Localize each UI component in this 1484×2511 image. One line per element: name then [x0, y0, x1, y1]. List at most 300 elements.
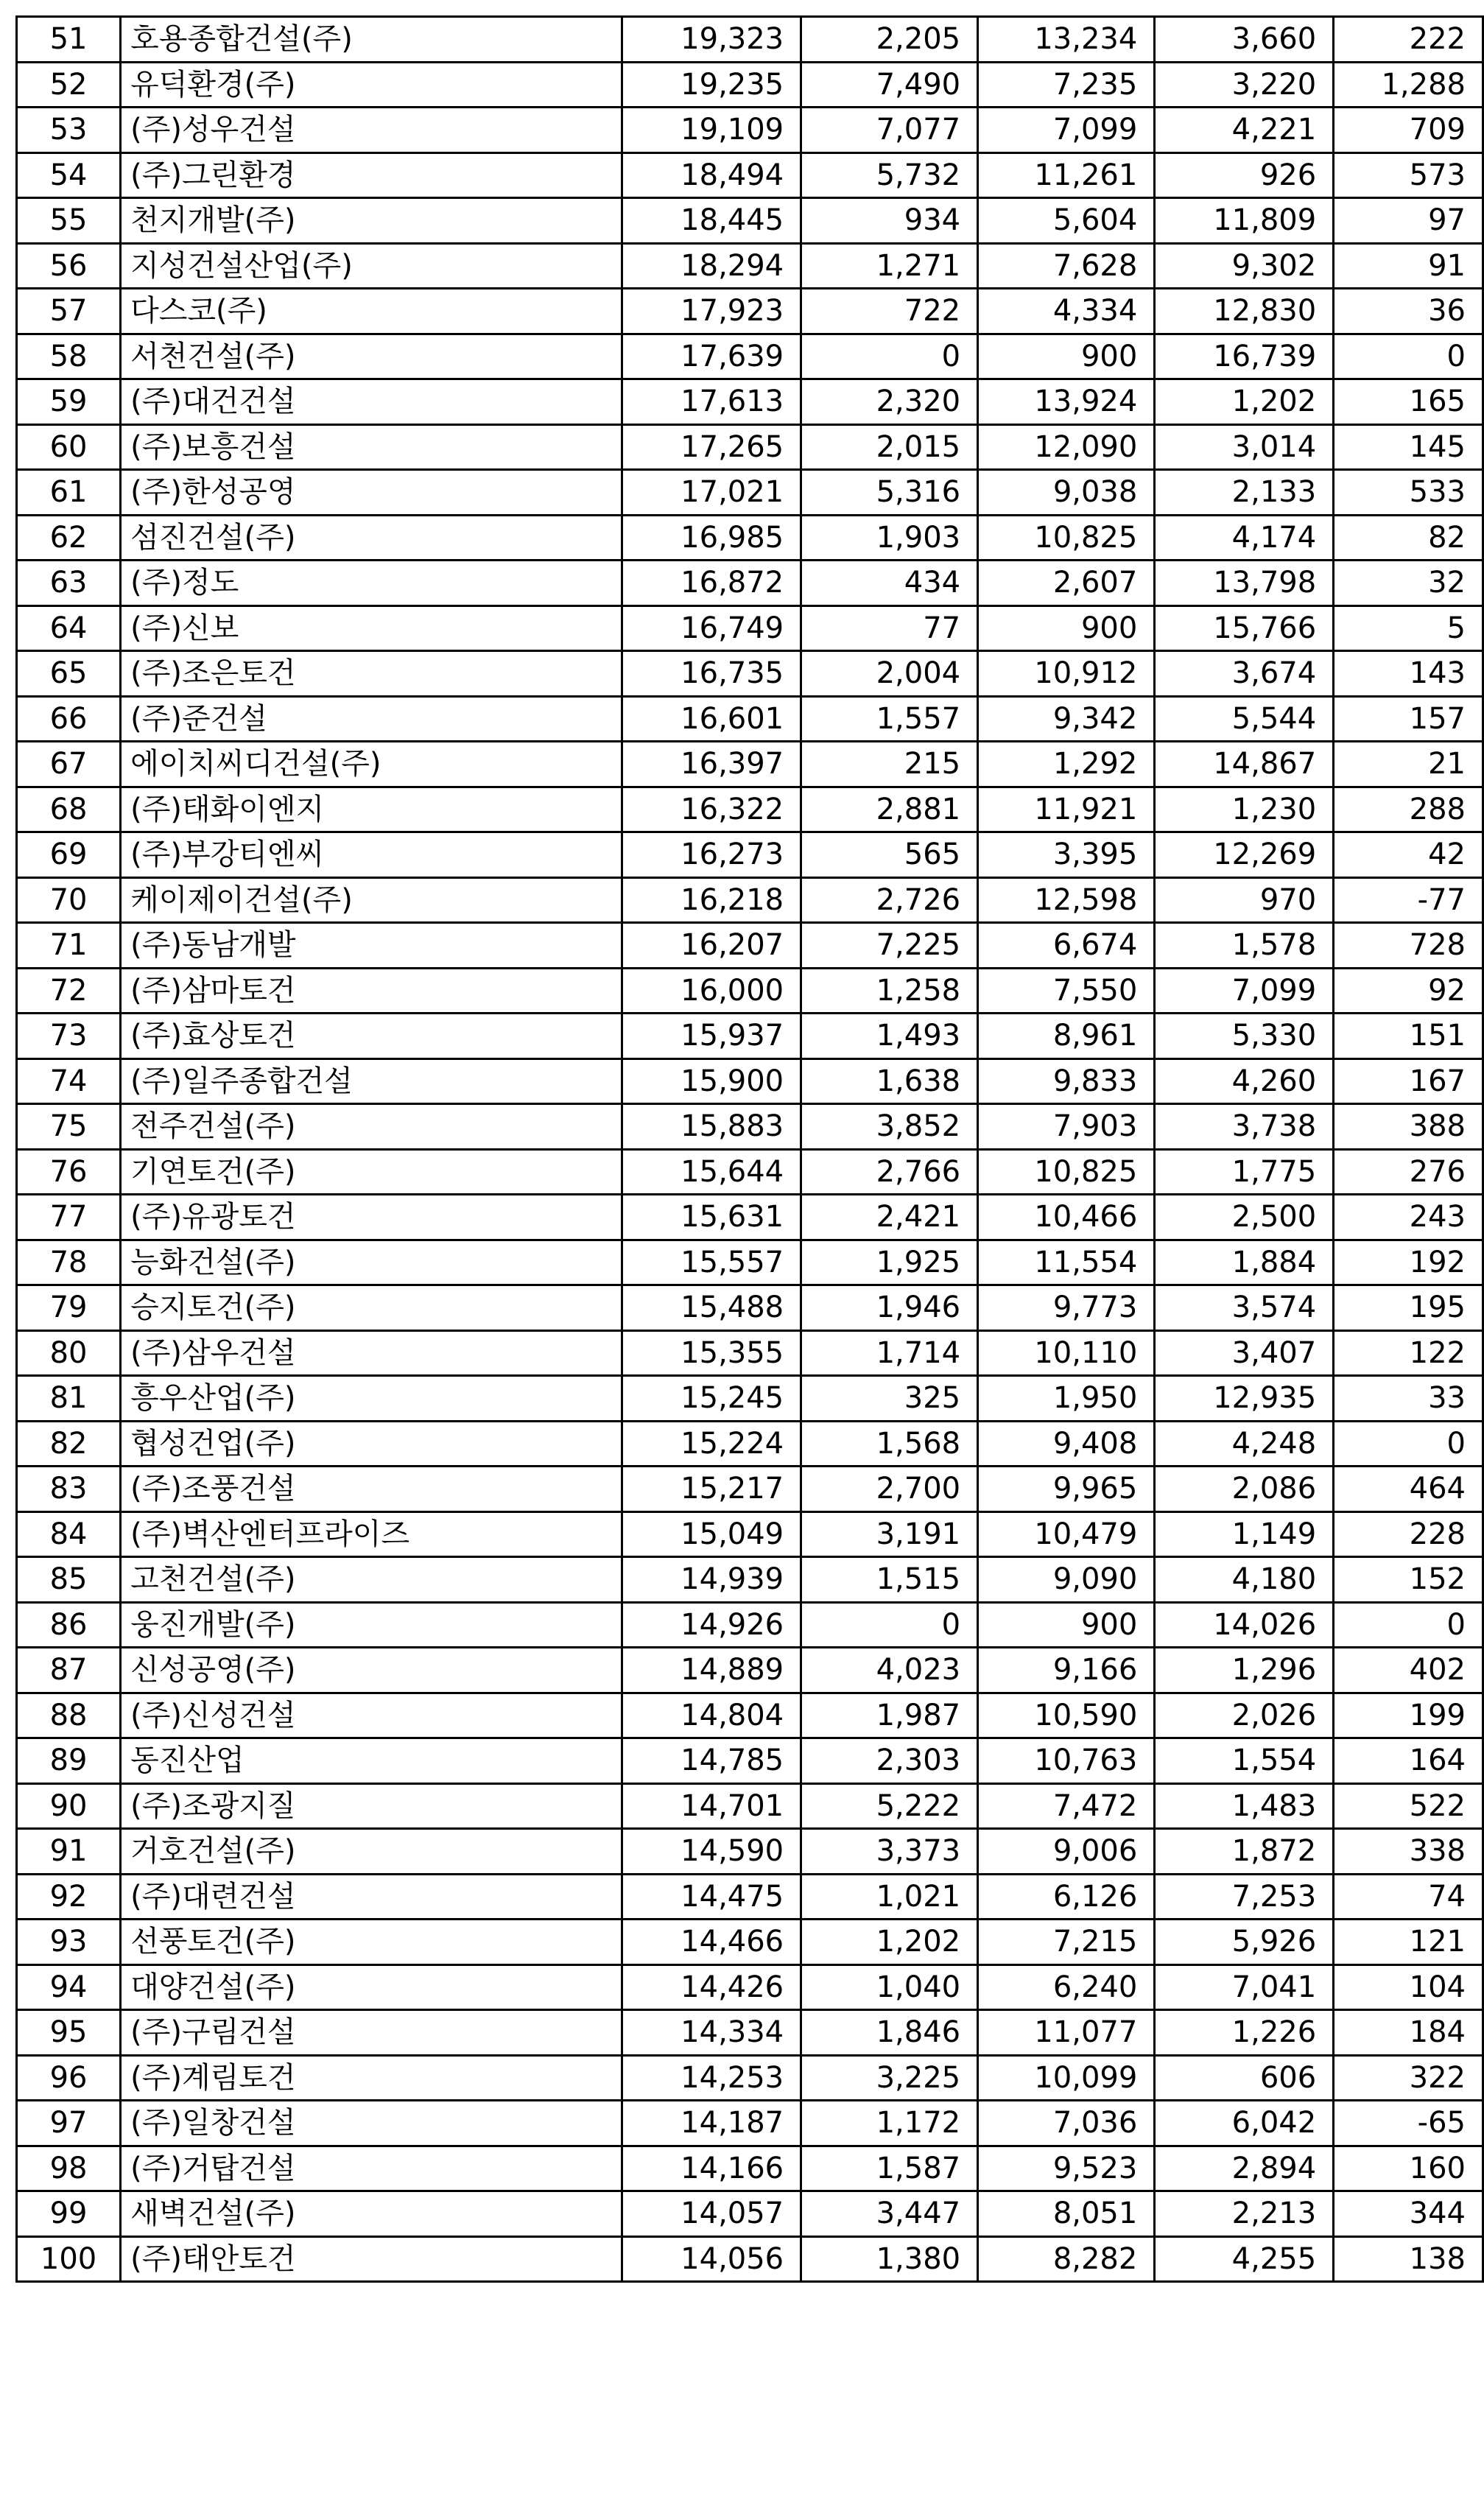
rank-cell: 86	[17, 1602, 121, 1648]
value-cell-5: 122	[1334, 1330, 1483, 1376]
rank-cell: 53	[17, 108, 121, 153]
table-row	[17, 1195, 1483, 1240]
value-cell-2: 934	[801, 198, 978, 244]
value-cell-3: 8,961	[978, 1014, 1155, 1059]
value-cell-5: 728	[1334, 923, 1483, 969]
table-row	[17, 1602, 1483, 1648]
value-cell-3: 11,077	[978, 2010, 1155, 2056]
value-cell-2: 2,205	[801, 17, 978, 63]
table-row	[17, 334, 1483, 379]
value-cell-3: 11,921	[978, 787, 1155, 832]
value-cell-5: 74	[1334, 1874, 1483, 1920]
value-cell-3: 2,607	[978, 561, 1155, 606]
value-cell-5: 243	[1334, 1195, 1483, 1240]
company-name-cell: (주)그린환경	[121, 152, 622, 198]
value-cell-1: 15,245	[622, 1376, 801, 1422]
rank-cell: 58	[17, 334, 121, 379]
value-cell-3: 9,523	[978, 2146, 1155, 2191]
value-cell-1: 15,900	[622, 1058, 801, 1104]
value-cell-4: 606	[1155, 2055, 1334, 2101]
value-cell-3: 1,292	[978, 742, 1155, 787]
value-cell-5: 145	[1334, 424, 1483, 470]
table-row	[17, 787, 1483, 832]
value-cell-1: 14,187	[622, 2101, 801, 2146]
company-name-cell: (주)조은토건	[121, 651, 622, 697]
value-cell-4: 1,483	[1155, 1783, 1334, 1829]
table-row	[17, 108, 1483, 153]
value-cell-2: 1,271	[801, 243, 978, 289]
table-row	[17, 742, 1483, 787]
value-cell-2: 1,040	[801, 1964, 978, 2010]
value-cell-3: 10,825	[978, 1149, 1155, 1195]
value-cell-5: 121	[1334, 1920, 1483, 1965]
rank-cell: 72	[17, 968, 121, 1014]
table-row	[17, 1149, 1483, 1195]
table-row	[17, 424, 1483, 470]
company-name-cell: (주)동남개발	[121, 923, 622, 969]
value-cell-1: 16,322	[622, 787, 801, 832]
value-cell-3: 900	[978, 605, 1155, 651]
value-cell-5: 522	[1334, 1783, 1483, 1829]
value-cell-1: 14,804	[622, 1693, 801, 1738]
table-row	[17, 515, 1483, 561]
value-cell-4: 3,220	[1155, 62, 1334, 108]
value-cell-4: 4,260	[1155, 1058, 1334, 1104]
rank-cell: 52	[17, 62, 121, 108]
value-cell-1: 14,701	[622, 1783, 801, 1829]
rank-cell: 76	[17, 1149, 121, 1195]
value-cell-2: 4,023	[801, 1648, 978, 1693]
company-name-cell: (주)삼우건설	[121, 1330, 622, 1376]
rank-cell: 75	[17, 1104, 121, 1150]
table-row	[17, 1693, 1483, 1738]
rank-cell: 83	[17, 1467, 121, 1512]
value-cell-5: 1,288	[1334, 62, 1483, 108]
rank-cell: 82	[17, 1421, 121, 1467]
company-name-cell: (주)일주종합건설	[121, 1058, 622, 1104]
value-cell-2: 1,903	[801, 515, 978, 561]
value-cell-5: 0	[1334, 1602, 1483, 1648]
value-cell-2: 565	[801, 832, 978, 878]
value-cell-2: 0	[801, 1602, 978, 1648]
company-name-cell: 호용종합건설(주)	[121, 17, 622, 63]
table-row	[17, 2010, 1483, 2056]
rank-cell: 69	[17, 832, 121, 878]
value-cell-5: 164	[1334, 1738, 1483, 1784]
company-name-cell: (주)계림토건	[121, 2055, 622, 2101]
value-cell-5: 143	[1334, 651, 1483, 697]
company-name-cell: (주)조풍건설	[121, 1467, 622, 1512]
value-cell-1: 15,937	[622, 1014, 801, 1059]
rank-cell: 65	[17, 651, 121, 697]
value-cell-1: 16,397	[622, 742, 801, 787]
value-cell-4: 3,407	[1155, 1330, 1334, 1376]
value-cell-4: 11,809	[1155, 198, 1334, 244]
rank-cell: 57	[17, 289, 121, 334]
value-cell-4: 14,867	[1155, 742, 1334, 787]
value-cell-5: 184	[1334, 2010, 1483, 2056]
value-cell-1: 16,985	[622, 515, 801, 561]
value-cell-4: 926	[1155, 152, 1334, 198]
value-cell-2: 1,987	[801, 1693, 978, 1738]
rank-cell: 96	[17, 2055, 121, 2101]
value-cell-2: 2,700	[801, 1467, 978, 1512]
value-cell-1: 15,631	[622, 1195, 801, 1240]
value-cell-3: 7,550	[978, 968, 1155, 1014]
rank-cell: 51	[17, 17, 121, 63]
rank-cell: 64	[17, 605, 121, 651]
value-cell-3: 9,006	[978, 1829, 1155, 1875]
value-cell-4: 2,133	[1155, 470, 1334, 516]
value-cell-1: 19,235	[622, 62, 801, 108]
value-cell-1: 14,057	[622, 2191, 801, 2237]
rank-cell: 81	[17, 1376, 121, 1422]
value-cell-2: 2,726	[801, 877, 978, 923]
rank-cell: 63	[17, 561, 121, 606]
rank-cell: 60	[17, 424, 121, 470]
value-cell-3: 7,215	[978, 1920, 1155, 1965]
table-row	[17, 152, 1483, 198]
value-cell-3: 10,590	[978, 1693, 1155, 1738]
value-cell-5: 0	[1334, 334, 1483, 379]
table-row	[17, 17, 1483, 63]
value-cell-3: 10,912	[978, 651, 1155, 697]
rank-cell: 97	[17, 2101, 121, 2146]
value-cell-4: 2,894	[1155, 2146, 1334, 2191]
company-name-cell: 섬진건설(주)	[121, 515, 622, 561]
value-cell-3: 6,126	[978, 1874, 1155, 1920]
value-cell-5: 21	[1334, 742, 1483, 787]
value-cell-5: -65	[1334, 2101, 1483, 2146]
rank-cell: 67	[17, 742, 121, 787]
value-cell-2: 1,380	[801, 2236, 978, 2282]
rank-cell: 68	[17, 787, 121, 832]
table-row	[17, 1421, 1483, 1467]
value-cell-5: 36	[1334, 289, 1483, 334]
rank-cell: 73	[17, 1014, 121, 1059]
value-cell-5: 464	[1334, 1467, 1483, 1512]
table-row	[17, 832, 1483, 878]
value-cell-1: 14,590	[622, 1829, 801, 1875]
table-row	[17, 2055, 1483, 2101]
rank-cell: 99	[17, 2191, 121, 2237]
value-cell-3: 10,479	[978, 1511, 1155, 1557]
table-row	[17, 561, 1483, 606]
table-row	[17, 1014, 1483, 1059]
value-cell-1: 16,207	[622, 923, 801, 969]
company-name-cell: 케이제이건설(주)	[121, 877, 622, 923]
rank-cell: 88	[17, 1693, 121, 1738]
company-name-cell: (주)신보	[121, 605, 622, 651]
value-cell-1: 15,488	[622, 1285, 801, 1331]
rank-cell: 91	[17, 1829, 121, 1875]
rank-cell: 62	[17, 515, 121, 561]
value-cell-3: 7,472	[978, 1783, 1155, 1829]
company-name-cell: (주)유광토건	[121, 1195, 622, 1240]
value-cell-4: 1,226	[1155, 2010, 1334, 2056]
value-cell-3: 6,674	[978, 923, 1155, 969]
company-name-cell: 동진산업	[121, 1738, 622, 1784]
value-cell-1: 16,872	[622, 561, 801, 606]
value-cell-1: 16,000	[622, 968, 801, 1014]
value-cell-4: 1,884	[1155, 1240, 1334, 1285]
rank-cell: 80	[17, 1330, 121, 1376]
value-cell-1: 15,883	[622, 1104, 801, 1150]
value-cell-3: 11,261	[978, 152, 1155, 198]
value-cell-1: 14,889	[622, 1648, 801, 1693]
value-cell-3: 8,051	[978, 2191, 1155, 2237]
value-cell-2: 5,732	[801, 152, 978, 198]
company-name-cell: 거호건설(주)	[121, 1829, 622, 1875]
value-cell-1: 15,557	[622, 1240, 801, 1285]
company-name-cell: 지성건설산업(주)	[121, 243, 622, 289]
value-cell-2: 2,421	[801, 1195, 978, 1240]
value-cell-3: 4,334	[978, 289, 1155, 334]
value-cell-1: 16,218	[622, 877, 801, 923]
value-cell-1: 17,923	[622, 289, 801, 334]
value-cell-3: 7,036	[978, 2101, 1155, 2146]
value-cell-3: 10,099	[978, 2055, 1155, 2101]
value-cell-3: 9,773	[978, 1285, 1155, 1331]
value-cell-1: 15,355	[622, 1330, 801, 1376]
table-row	[17, 289, 1483, 334]
value-cell-5: 104	[1334, 1964, 1483, 2010]
rank-cell: 66	[17, 696, 121, 742]
value-cell-3: 8,282	[978, 2236, 1155, 2282]
table-row	[17, 1648, 1483, 1693]
company-name-cell: 웅진개발(주)	[121, 1602, 622, 1648]
value-cell-2: 77	[801, 605, 978, 651]
value-cell-3: 900	[978, 1602, 1155, 1648]
value-cell-3: 7,099	[978, 108, 1155, 153]
value-cell-2: 3,852	[801, 1104, 978, 1150]
table-row	[17, 923, 1483, 969]
rank-cell: 77	[17, 1195, 121, 1240]
value-cell-4: 1,296	[1155, 1648, 1334, 1693]
table-row	[17, 243, 1483, 289]
company-name-cell: (주)한성공영	[121, 470, 622, 516]
value-cell-2: 1,202	[801, 1920, 978, 1965]
value-cell-4: 2,086	[1155, 1467, 1334, 1512]
value-cell-3: 11,554	[978, 1240, 1155, 1285]
ranking-table	[15, 15, 1484, 2283]
value-cell-4: 5,330	[1155, 1014, 1334, 1059]
value-cell-4: 5,544	[1155, 696, 1334, 742]
company-name-cell: (주)대건건설	[121, 379, 622, 425]
rank-cell: 84	[17, 1511, 121, 1557]
company-name-cell: (주)태화이엔지	[121, 787, 622, 832]
value-cell-4: 4,248	[1155, 1421, 1334, 1467]
company-name-cell: (주)벽산엔터프라이즈	[121, 1511, 622, 1557]
value-cell-1: 15,224	[622, 1421, 801, 1467]
rank-cell: 78	[17, 1240, 121, 1285]
value-cell-5: -77	[1334, 877, 1483, 923]
company-name-cell: (주)조광지질	[121, 1783, 622, 1829]
value-cell-5: 138	[1334, 2236, 1483, 2282]
value-cell-1: 15,644	[622, 1149, 801, 1195]
value-cell-2: 2,881	[801, 787, 978, 832]
value-cell-2: 7,225	[801, 923, 978, 969]
value-cell-1: 14,466	[622, 1920, 801, 1965]
company-name-cell: 에이치씨디건설(주)	[121, 742, 622, 787]
value-cell-2: 2,303	[801, 1738, 978, 1784]
value-cell-2: 1,021	[801, 1874, 978, 1920]
value-cell-3: 10,763	[978, 1738, 1155, 1784]
table-row	[17, 1058, 1483, 1104]
value-cell-3: 7,628	[978, 243, 1155, 289]
value-cell-2: 7,490	[801, 62, 978, 108]
value-cell-4: 12,269	[1155, 832, 1334, 878]
rank-cell: 90	[17, 1783, 121, 1829]
value-cell-5: 388	[1334, 1104, 1483, 1150]
value-cell-3: 7,903	[978, 1104, 1155, 1150]
value-cell-2: 2,015	[801, 424, 978, 470]
value-cell-3: 1,950	[978, 1376, 1155, 1422]
company-name-cell: (주)일창건설	[121, 2101, 622, 2146]
table-row	[17, 1285, 1483, 1331]
table-row	[17, 1783, 1483, 1829]
value-cell-5: 338	[1334, 1829, 1483, 1875]
value-cell-5: 222	[1334, 17, 1483, 63]
value-cell-1: 15,049	[622, 1511, 801, 1557]
table-row	[17, 1467, 1483, 1512]
value-cell-2: 2,320	[801, 379, 978, 425]
rank-cell: 59	[17, 379, 121, 425]
table-row	[17, 470, 1483, 516]
table-row	[17, 198, 1483, 244]
table-row	[17, 1738, 1483, 1784]
value-cell-4: 6,042	[1155, 2101, 1334, 2146]
value-cell-2: 722	[801, 289, 978, 334]
company-name-cell: 능화건설(주)	[121, 1240, 622, 1285]
value-cell-4: 5,926	[1155, 1920, 1334, 1965]
value-cell-1: 14,785	[622, 1738, 801, 1784]
value-cell-2: 1,638	[801, 1058, 978, 1104]
value-cell-3: 9,965	[978, 1467, 1155, 1512]
value-cell-3: 9,166	[978, 1648, 1155, 1693]
value-cell-2: 1,846	[801, 2010, 978, 2056]
company-name-cell: 새벽건설(주)	[121, 2191, 622, 2237]
value-cell-5: 533	[1334, 470, 1483, 516]
value-cell-3: 12,598	[978, 877, 1155, 923]
value-cell-1: 14,334	[622, 2010, 801, 2056]
value-cell-2: 3,225	[801, 2055, 978, 2101]
value-cell-3: 3,395	[978, 832, 1155, 878]
value-cell-5: 5	[1334, 605, 1483, 651]
value-cell-5: 344	[1334, 2191, 1483, 2237]
value-cell-1: 14,166	[622, 2146, 801, 2191]
value-cell-4: 7,253	[1155, 1874, 1334, 1920]
value-cell-1: 16,601	[622, 696, 801, 742]
value-cell-1: 17,021	[622, 470, 801, 516]
table-row	[17, 1240, 1483, 1285]
value-cell-5: 92	[1334, 968, 1483, 1014]
value-cell-4: 4,221	[1155, 108, 1334, 153]
value-cell-5: 167	[1334, 1058, 1483, 1104]
value-cell-4: 14,026	[1155, 1602, 1334, 1648]
rank-cell: 95	[17, 2010, 121, 2056]
table-row	[17, 605, 1483, 651]
value-cell-4: 4,255	[1155, 2236, 1334, 2282]
rank-cell: 61	[17, 470, 121, 516]
value-cell-2: 3,191	[801, 1511, 978, 1557]
table-row	[17, 1330, 1483, 1376]
value-cell-3: 9,342	[978, 696, 1155, 742]
value-cell-5: 33	[1334, 1376, 1483, 1422]
value-cell-3: 6,240	[978, 1964, 1155, 2010]
company-name-cell: (주)정도	[121, 561, 622, 606]
value-cell-5: 0	[1334, 1421, 1483, 1467]
value-cell-3: 9,090	[978, 1557, 1155, 1603]
value-cell-4: 4,174	[1155, 515, 1334, 561]
value-cell-1: 14,926	[622, 1602, 801, 1648]
rank-cell: 87	[17, 1648, 121, 1693]
value-cell-5: 82	[1334, 515, 1483, 561]
value-cell-2: 215	[801, 742, 978, 787]
value-cell-4: 3,574	[1155, 1285, 1334, 1331]
value-cell-4: 3,738	[1155, 1104, 1334, 1150]
company-name-cell: (주)신성건설	[121, 1693, 622, 1738]
value-cell-5: 151	[1334, 1014, 1483, 1059]
rank-cell: 100	[17, 2236, 121, 2282]
value-cell-1: 16,749	[622, 605, 801, 651]
value-cell-3: 900	[978, 334, 1155, 379]
value-cell-3: 9,038	[978, 470, 1155, 516]
rank-cell: 93	[17, 1920, 121, 1965]
table-row	[17, 877, 1483, 923]
value-cell-4: 2,026	[1155, 1693, 1334, 1738]
table-body	[17, 17, 1483, 2282]
value-cell-1: 16,273	[622, 832, 801, 878]
value-cell-1: 19,323	[622, 17, 801, 63]
value-cell-2: 5,222	[801, 1783, 978, 1829]
value-cell-2: 2,004	[801, 651, 978, 697]
value-cell-3: 10,466	[978, 1195, 1155, 1240]
company-name-cell: 협성건업(주)	[121, 1421, 622, 1467]
value-cell-2: 1,714	[801, 1330, 978, 1376]
table-row	[17, 1104, 1483, 1150]
table-row	[17, 1376, 1483, 1422]
company-name-cell: 천지개발(주)	[121, 198, 622, 244]
value-cell-1: 14,253	[622, 2055, 801, 2101]
company-name-cell: (주)성우건설	[121, 108, 622, 153]
table-row	[17, 696, 1483, 742]
value-cell-4: 15,766	[1155, 605, 1334, 651]
value-cell-5: 157	[1334, 696, 1483, 742]
value-cell-5: 322	[1334, 2055, 1483, 2101]
company-name-cell: 대양건설(주)	[121, 1964, 622, 2010]
value-cell-4: 12,935	[1155, 1376, 1334, 1422]
company-name-cell: (주)태안토건	[121, 2236, 622, 2282]
company-name-cell: 전주건설(주)	[121, 1104, 622, 1150]
value-cell-5: 276	[1334, 1149, 1483, 1195]
value-cell-4: 7,041	[1155, 1964, 1334, 2010]
table-row	[17, 2191, 1483, 2237]
company-name-cell: 유덕환경(주)	[121, 62, 622, 108]
table-row	[17, 651, 1483, 697]
value-cell-1: 18,445	[622, 198, 801, 244]
value-cell-2: 1,258	[801, 968, 978, 1014]
rank-cell: 98	[17, 2146, 121, 2191]
company-name-cell: (주)효상토건	[121, 1014, 622, 1059]
value-cell-4: 1,554	[1155, 1738, 1334, 1784]
value-cell-5: 288	[1334, 787, 1483, 832]
value-cell-3: 9,833	[978, 1058, 1155, 1104]
rank-cell: 55	[17, 198, 121, 244]
table-row	[17, 1829, 1483, 1875]
value-cell-1: 19,109	[622, 108, 801, 153]
value-cell-5: 228	[1334, 1511, 1483, 1557]
